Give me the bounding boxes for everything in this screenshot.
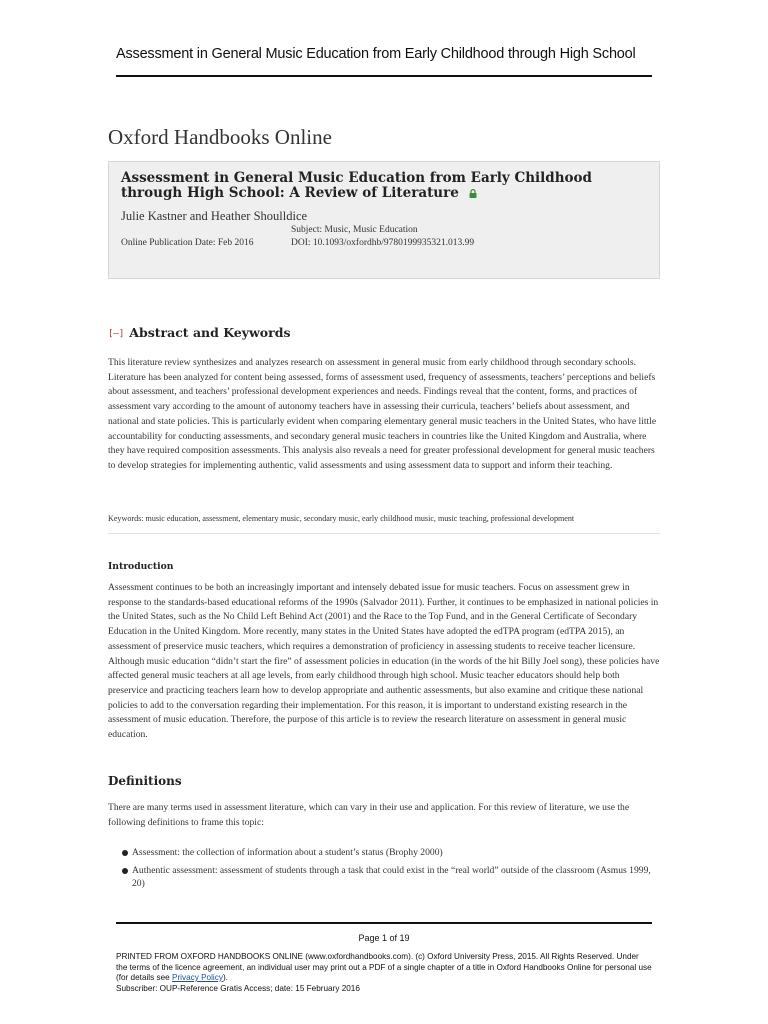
definitions-text: There are many terms used in assessment literature, which can vary in their use and application. For this review of literature, we use the following definitions to frame this topic: <box>108 802 630 828</box>
print-notice-end: ). <box>222 973 228 982</box>
article-authors: Julie Kastner and Heather Shoulldice <box>121 209 308 223</box>
privacy-policy-link[interactable]: Privacy Policy <box>171 973 223 982</box>
footer-rule <box>116 922 652 924</box>
definitions-list <box>122 846 662 895</box>
section-divider <box>108 533 660 534</box>
list-item <box>122 864 662 891</box>
bullet-icon <box>122 850 128 856</box>
article-title <box>121 171 641 201</box>
header-rule <box>116 75 652 77</box>
introduction-heading: Introduction <box>108 561 174 572</box>
print-notice-text: PRINTED FROM OXFORD HANDBOOKS ONLINE (www.oxfordhandbooks.com). (c) Oxford University Press, 2015. All Rights Reserved. Under the terms of the licence agreement, an individual user may print out a PDF of a single chapter of a title in Oxford Handbooks Online for personal use (for details see <box>116 952 652 982</box>
definition-text: Authentic assessment: assessment of students through a task that could exist in the “real world” outside of the classroom (Asmus 1999, 20) <box>132 864 651 889</box>
page-number: Page 1 of 19 <box>358 933 410 943</box>
abstract-heading-text: Abstract and Keywords <box>129 325 291 340</box>
keywords: Keywords: music education, assessment, elementary music, secondary music, early childhood music, music teaching, professional development <box>108 514 575 523</box>
print-notice <box>116 952 652 994</box>
article-title-text: Assessment in General Music Education from Early Childhood through High School: A Review of Literature <box>121 170 592 201</box>
definitions-heading: Definitions <box>108 774 182 788</box>
introduction-text: Assessment continues to be both an increasingly important and intensely debated issue for music teachers. Focus on assessment grew in response to the standards-based educational reforms of the 1990s (Salvador 2011). Further, it continues to be emphasized in national policies in the United States, such as the No Child Left Behind Act (2001) and the Race to the Top Fund, and in the General Certificate of Secondary Education in the United Kingdom. More recently, many states in the United States have adopted the edTPA program (edTPA 2015), an assessment of preservice music teachers, which requires a demonstration of proficiency in assessing students to receive teacher licensure. Although music education “didn’t start the fire” of assessment policies in education (in the words of the hit Billy Joel song), these policies have affected general music teachers at all age levels, from early childhood through high school. Music teacher educators should help both preservice and practicing teachers learn how to develop appropriate and authentic assessments, but also examine and critique these national policies to add to the conversation regarding their implementation. For this reason, it is important to understand existing research in the assessment of music education. Therefore, the purpose of this article is to review the research literature on assessment in general music education. <box>108 582 660 741</box>
running-header-title: Assessment in General Music Education from Early Childhood through High School <box>116 46 636 62</box>
list-item <box>122 846 662 860</box>
lock-icon <box>469 189 477 198</box>
publication-date: Online Publication Date: Feb 2016 <box>121 238 254 248</box>
abstract-text: This literature review synthesizes and analyzes research on assessment in general music from early childhood through secondary schools. Literature has been analyzed for content being assessed, forms of assessment used, frequency of assessments, teachers’ perceptions and beliefs about assessment, and teachers’ professional development experiences and needs. Findings reveal that the content, forms, and practices of assessment vary according to the amount of autonomy teachers have in assessing their curricula, teachers’ beliefs about assessment, and national and state policies. This is particularly evident when comparing elementary general music teachers in the United States, who have little accountability for conducting assessments, and secondary general music teachers in countries like the United Kingdom and Australia, where they have required composition assessments. This analysis also reveals a need for greater professional development for general music teachers to develop strategies for implementing authentic, valid assessments and using assessment data to support and inform their teaching. <box>108 357 657 471</box>
site-title: Oxford Handbooks Online <box>108 125 332 149</box>
abstract-heading <box>108 325 290 340</box>
article-subject: Subject: Music, Music Education <box>291 225 418 235</box>
definition-text: Assessment: the collection of information about a student’s status (Brophy 2000) <box>132 847 443 858</box>
bullet-icon <box>122 868 128 874</box>
collapse-icon[interactable]: [–] <box>108 329 125 339</box>
subscriber-info: Subscriber: OUP-Reference Gratis Access; date: 15 February 2016 <box>116 983 360 993</box>
article-doi: DOI: 10.1093/oxfordhb/9780199935321.013.99 <box>291 238 475 248</box>
